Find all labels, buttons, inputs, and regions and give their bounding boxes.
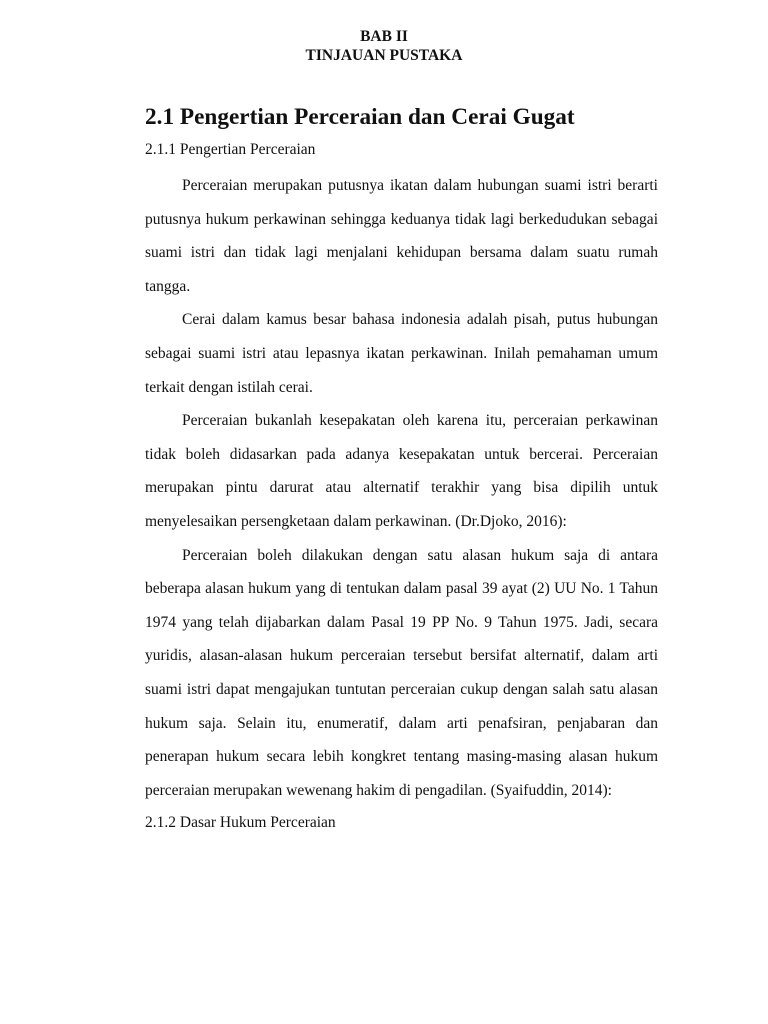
subsection-heading-2-1-2: 2.1.2 Dasar Hukum Perceraian	[145, 814, 336, 832]
chapter-label: BAB II	[360, 28, 408, 45]
section-heading: 2.1 Pengertian Perceraian dan Cerai Gugat	[145, 104, 575, 130]
paragraph-3: Perceraian bukanlah kesepakatan oleh karena itu, perceraian perkawinan tidak boleh didasarkan pada adanya kesepakatan untuk bercerai. Perceraian merupakan pintu darurat atau alternatif terakhir yang bisa dipilih untuk menyelesaikan persengketaan dalam perkawinan. (Dr.Djoko, 2016):	[145, 412, 658, 530]
paragraph-4: Perceraian boleh dilakukan dengan satu alasan hukum saja di antara beberapa alasan hukum yang di tentukan dalam pasal 39 ayat (2) UU No. 1 Tahun 1974 yang telah dijabarkan dalam Pasal 19 PP No. 9 Tahun 1975. Jadi, secara yuridis, alasan-alasan hukum perceraian tersebut bersifat alternatif, dalam arti suami istri dapat mengajukan tuntutan perceraian cukup dengan salah satu alasan hukum saja. Selain itu, enumeratif, dalam arti penafsiran, penjabaran dan penerapan hukum secara lebih kongkret tentang masing-masing alasan hukum perceraian merupakan wewenang hakim di pengadilan. (Syaifuddin, 2014):	[145, 546, 658, 799]
subsection-heading-2-1-1: 2.1.1 Pengertian Perceraian	[145, 141, 316, 158]
chapter-title: TINJAUAN PUSTAKA	[305, 47, 463, 64]
paragraph-2: Cerai dalam kamus besar bahasa indonesia adalah pisah, putus hubungan sebagai suami istri atau lepasnya ikatan perkawinan. Inilah pemahaman umum terkait dengan istilah cerai.	[145, 311, 658, 396]
document-body	[145, 106, 658, 834]
paragraph-1: Perceraian merupakan putusnya ikatan dalam hubungan suami istri berarti putusnya hukum perkawinan sehingga keduanya tidak lagi berkedudukan sebagai suami istri dan tidak lagi menjalani kehidupan bersama dalam suatu rumah tangga.	[145, 177, 658, 295]
